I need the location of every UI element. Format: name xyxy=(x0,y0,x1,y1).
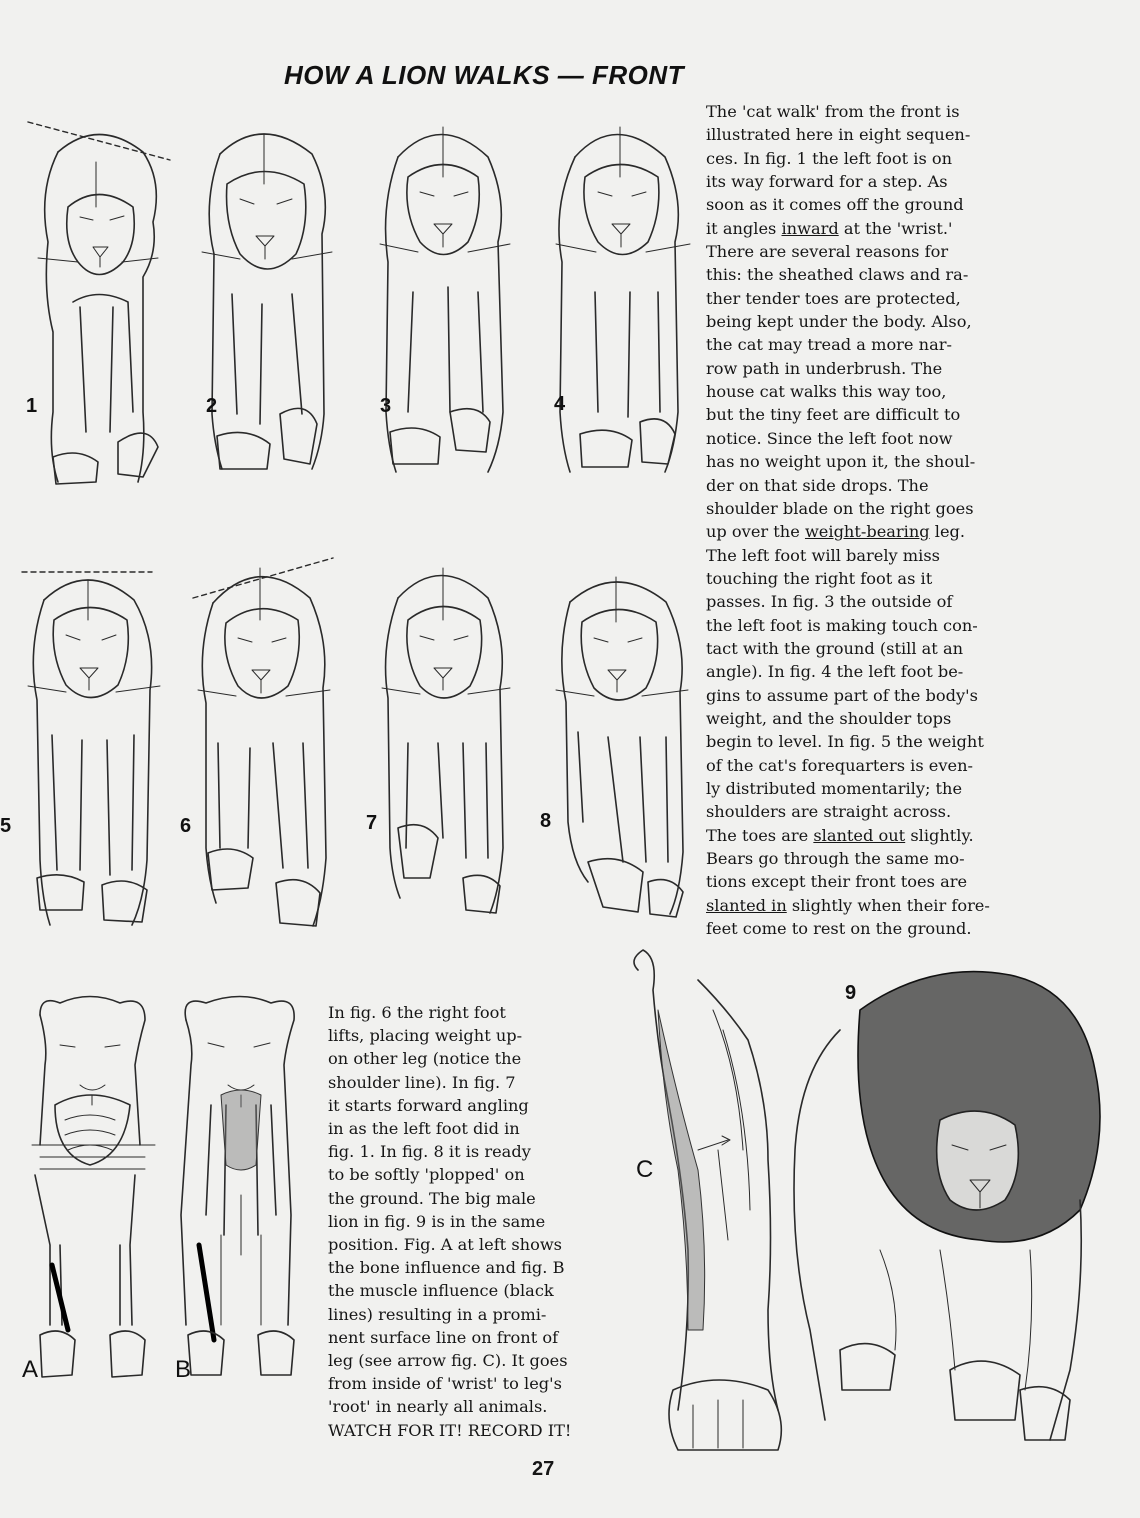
underlined-term: weight-bearing xyxy=(804,522,930,542)
text-line: soon as it comes off the ground xyxy=(706,195,964,215)
figure-label-5: 5 xyxy=(0,815,12,837)
text-line: house cat walks this way too, xyxy=(706,382,947,402)
main-paragraph xyxy=(706,100,1078,940)
text-line: notice. Since the left foot now xyxy=(706,428,953,448)
text-line: its way forward for a step. As xyxy=(706,172,948,192)
text-line: leg (see arrow fig. C). It goes xyxy=(328,1351,568,1371)
text-line: The left foot will barely miss xyxy=(706,545,940,565)
text-line: this: the sheathed claws and ra- xyxy=(706,265,969,285)
text-line: touching the right foot as it xyxy=(706,568,933,588)
text-line: The 'cat walk' from the front is xyxy=(706,102,960,121)
text-line: the muscle influence (black xyxy=(328,1281,554,1301)
text-line: Bears go through the same mo- xyxy=(706,849,965,868)
figure-label-C: C xyxy=(636,1156,654,1183)
text-line: the left foot is making touch con- xyxy=(706,615,978,635)
text-line: tions except their front toes are xyxy=(706,872,968,892)
text-line: has no weight upon it, the shoul- xyxy=(706,452,976,472)
lion-figure-4 xyxy=(540,112,700,482)
figure-label-9: 9 xyxy=(845,982,857,1004)
text-line: the cat may tread a more nar- xyxy=(706,335,952,355)
text-line: it starts forward angling xyxy=(328,1095,529,1115)
secondary-paragraph xyxy=(328,1001,648,1442)
text-line: lines) resulting in a promi- xyxy=(328,1304,547,1324)
text-line: WATCH FOR IT! RECORD IT! xyxy=(328,1420,572,1440)
text-line: begin to level. In fig. 5 the weight xyxy=(706,732,984,752)
text-line: illustrated here in eight sequen- xyxy=(706,125,971,145)
text-line: ly distributed momentarily; the xyxy=(706,778,963,798)
text-line: ther tender toes are protected, xyxy=(706,288,961,308)
lion-figure-8 xyxy=(548,562,698,922)
text-line: on other leg (notice the xyxy=(328,1049,522,1069)
lion-figure-5 xyxy=(22,560,167,930)
text-line: lion in fig. 9 is in the same xyxy=(328,1211,546,1231)
text-line: up over the weight-bearing leg. xyxy=(706,522,966,542)
text-line: being kept under the body. Also, xyxy=(706,312,972,332)
male-lion-figure-9 xyxy=(780,950,1120,1460)
text-line: in as the left foot did in xyxy=(328,1119,520,1139)
text-line: row path in underbrush. The xyxy=(706,358,943,378)
page-number: 27 xyxy=(532,1458,555,1480)
figure-label-6: 6 xyxy=(180,815,192,837)
text-line: slanted in slightly when their fore- xyxy=(706,895,990,915)
text-line: weight, and the shoulder tops xyxy=(706,708,952,728)
text-line: lifts, placing weight up- xyxy=(328,1026,523,1046)
skeleton-figure-A xyxy=(20,995,160,1445)
text-line: 'root' in nearly all animals. xyxy=(328,1397,548,1417)
underlined-term: slanted out xyxy=(813,825,906,845)
text-line: it angles inward at the 'wrist.' xyxy=(706,218,953,238)
underlined-term: inward xyxy=(781,218,839,238)
figure-label-8: 8 xyxy=(540,810,552,832)
figure-label-3: 3 xyxy=(380,395,392,417)
text-line: ces. In fig. 1 the left foot is on xyxy=(706,148,953,168)
text-line: the ground. The big male xyxy=(328,1188,536,1208)
text-line: gins to assume part of the body's xyxy=(706,685,978,705)
text-line: fig. 1. In fig. 8 it is ready xyxy=(328,1142,531,1162)
text-line: There are several reasons for xyxy=(706,242,949,262)
figure-label-2: 2 xyxy=(206,395,218,417)
lion-figure-2 xyxy=(192,114,342,474)
text-line: tact with the ground (still at an xyxy=(706,638,964,658)
text-line: der on that side drops. The xyxy=(706,475,929,495)
figure-label-7: 7 xyxy=(366,812,378,834)
underlined-term: slanted in xyxy=(706,895,787,915)
text-line: nent surface line on front of xyxy=(328,1327,559,1347)
text-line: shoulders are straight across. xyxy=(706,802,952,822)
lion-figure-3 xyxy=(368,112,518,482)
text-line: of the cat's forequarters is even- xyxy=(706,755,973,775)
text-line: shoulder line). In fig. 7 xyxy=(328,1072,516,1092)
text-line: but the tiny feet are difficult to xyxy=(706,405,961,425)
text-line: shoulder blade on the right goes xyxy=(706,498,974,518)
text-line: to be softly 'plopped' on xyxy=(328,1165,525,1185)
page-title: HOW A LION WALKS — FRONT xyxy=(284,60,685,90)
text-line: feet come to rest on the ground. xyxy=(706,919,972,939)
lion-figure-7 xyxy=(368,548,518,923)
figure-label-A: A xyxy=(22,1356,39,1383)
text-line: The toes are slanted out slightly. xyxy=(706,825,974,845)
text-line: In fig. 6 the right foot xyxy=(328,1003,506,1022)
lion-figure-1 xyxy=(18,112,178,492)
figure-label-4: 4 xyxy=(554,393,566,415)
figure-label-B: B xyxy=(175,1356,192,1383)
text-line: position. Fig. A at left shows xyxy=(328,1235,562,1255)
text-line: the bone influence and fig. B xyxy=(328,1258,565,1278)
text-line: passes. In fig. 3 the outside of xyxy=(706,592,953,612)
lion-figure-6 xyxy=(188,548,338,933)
text-line: from inside of 'wrist' to leg's xyxy=(328,1374,562,1394)
text-line: angle). In fig. 4 the left foot be- xyxy=(706,662,964,682)
figure-label-1: 1 xyxy=(26,395,38,417)
